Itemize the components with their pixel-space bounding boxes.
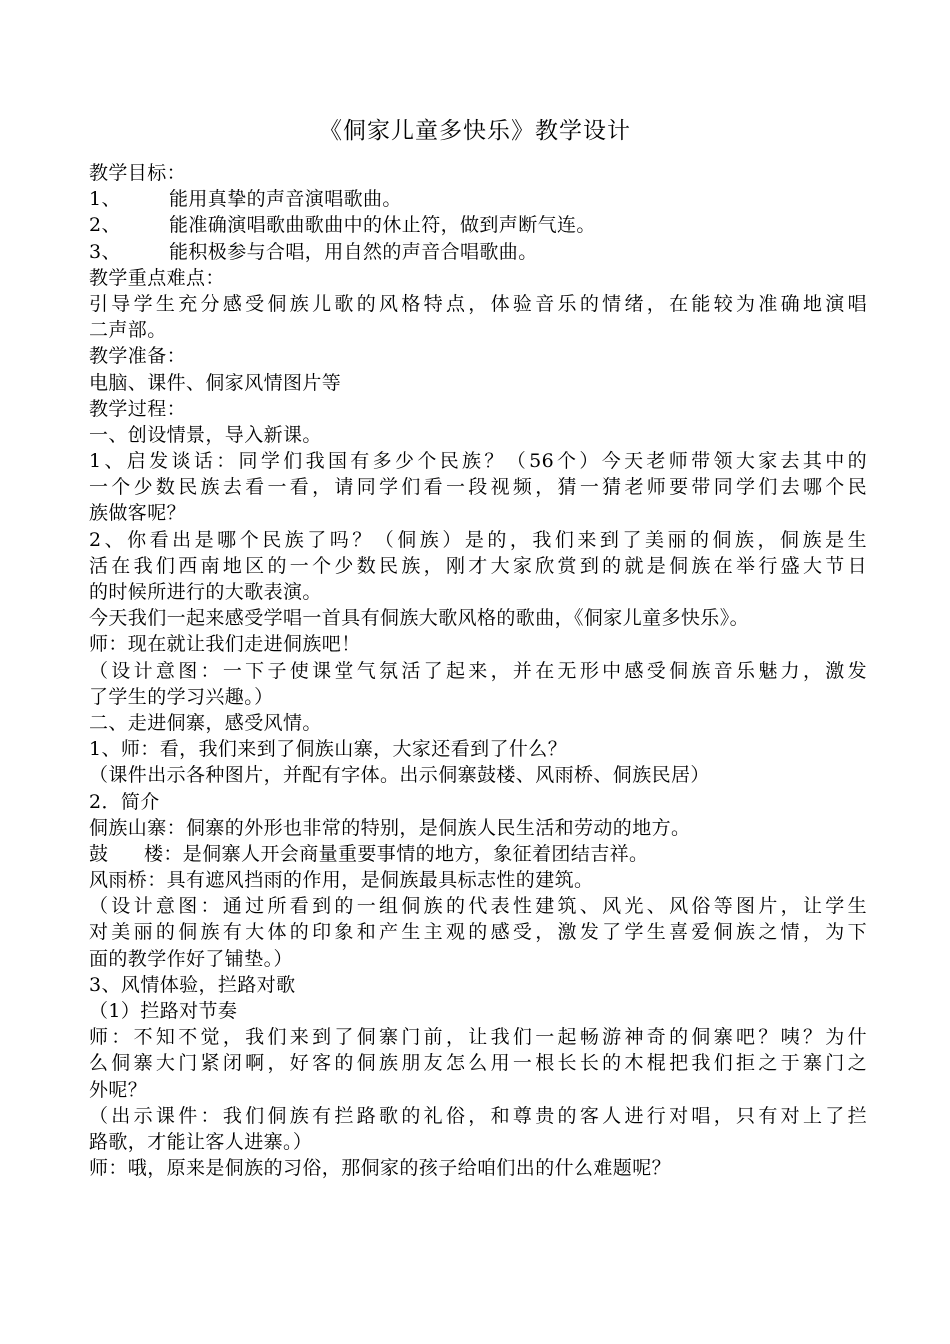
list-number: 2、 [89, 214, 121, 237]
paragraph-line: 引导学生充分感受侗族儿歌的风格特点，体验音乐的情绪，在能较为准确地演唱 [89, 292, 867, 315]
paragraph-line: 路歌，才能让客人进寨。） [89, 1130, 313, 1153]
objective-item-2 [89, 212, 867, 238]
list-text: 能准确演唱歌曲歌曲中的休止符，做到声断气连。 [169, 214, 596, 237]
paragraph-line: 师：现在就让我们走进侗族吧！ [89, 633, 361, 656]
section-heading-preparation: 教学准备： [89, 345, 187, 368]
list-number: 1、 [89, 188, 121, 211]
subsection-heading: 一、创设情景，导入新课。 [89, 423, 322, 446]
paragraph-line: （1）拦路对节奏 [89, 1000, 238, 1022]
paragraph-line: 族做客呢？ [89, 502, 187, 525]
paragraph-line: 2、你看出是哪个民族了吗？（侗族）是的，我们来到了美丽的侗族，侗族是生 [89, 528, 867, 551]
paragraph-line: 1、师：看，我们来到了侗族山寨，大家还看到了什么？ [89, 738, 568, 761]
term-definition: 楼：是侗寨人开会商量重要事情的地方，象征着团结吉祥。 [144, 842, 649, 865]
section-heading-process: 教学过程： [89, 397, 187, 420]
paragraph-line: 一个少数民族去看一看，请同学们看一段视频，猜一猜老师要带同学们去哪个民 [89, 476, 867, 499]
list-number: 3、 [89, 240, 121, 263]
objective-item-1 [89, 186, 867, 212]
paragraph-line: 1、启发谈话：同学们我国有多少个民族？（56个）今天老师带领大家去其中的 [89, 450, 867, 473]
paragraph-line: 今天我们一起来感受学唱一首具有侗族大歌风格的歌曲，《侗家儿童多快乐》。 [89, 607, 750, 630]
paragraph-line: 师：不知不觉，我们来到了侗寨门前，让我们一起畅游神奇的侗寨吧？咦？为什 [89, 1026, 867, 1049]
document-body [89, 160, 867, 1181]
paragraph-line: 2．简介 [89, 790, 160, 813]
section-heading-key-points: 教学重点难点： [89, 266, 225, 289]
term-label: 鼓 [89, 842, 109, 865]
paragraph-line: 师：哦，原来是侗族的习俗，那侗家的孩子给咱们出的什么难题呢？ [89, 1157, 672, 1180]
objective-item-3 [89, 239, 867, 265]
paragraph-line: 3、风情体验，拦路对歌 [89, 973, 296, 996]
paragraph-line: 面的教学作好了铺垫。） [89, 947, 293, 970]
paragraph-line [89, 841, 867, 867]
paragraph-line: （课件出示各种图片，并配有字体。出示侗寨鼓楼、风雨桥、侗族民居） [89, 764, 710, 787]
paragraph-line: （出示课件：我们侗族有拦路歌的礼俗，和尊贵的客人进行对唱，只有对上了拦 [89, 1104, 867, 1127]
paragraph-line: 活在我们西南地区的一个少数民族，刚才大家欣赏到的就是侗族在举行盛大节日 [89, 554, 867, 577]
paragraph-line: 侗族山寨：侗寨的外形也非常的特别，是侗族人民生活和劳动的地方。 [89, 816, 691, 839]
list-text: 能用真挚的声音演唱歌曲。 [169, 188, 402, 211]
document-title: 《侗家儿童多快乐》教学设计 [319, 118, 631, 144]
paragraph-line: （设计意图：通过所看到的一组侗族的代表性建筑、风光、风俗等图片，让学生 [89, 895, 867, 918]
paragraph-line: 的时候所进行的大歌表演。 [89, 581, 322, 603]
list-text: 能积极参与合唱，用自然的声音合唱歌曲。 [169, 240, 538, 263]
paragraph-line: 么侗寨大门紧闭啊，好客的侗族朋友怎么用一根长长的木棍把我们拒之于寨门之 [89, 1052, 867, 1075]
paragraph-line: 了学生的学习兴趣。） [89, 685, 274, 708]
subsection-heading: 二、走进侗寨，感受风情。 [89, 711, 322, 734]
paragraph-line: 对美丽的侗族有大体的印象和产生主观的感受，激发了学生喜爱侗族之情，为下 [89, 921, 867, 944]
paragraph-line: 二声部。 [89, 319, 167, 342]
paragraph-line: （设计意图：一下子使课堂气氛活了起来，并在无形中感受侗族音乐魅力，激发 [89, 659, 867, 682]
section-heading-objectives: 教学目标： [89, 162, 187, 184]
paragraph-line: 外呢？ [89, 1078, 148, 1101]
paragraph-line: 风雨桥：具有遮风挡雨的作用，是侗族最具标志性的建筑。 [89, 869, 594, 892]
paragraph-line: 电脑、课件、侗家风情图片等 [89, 371, 342, 394]
